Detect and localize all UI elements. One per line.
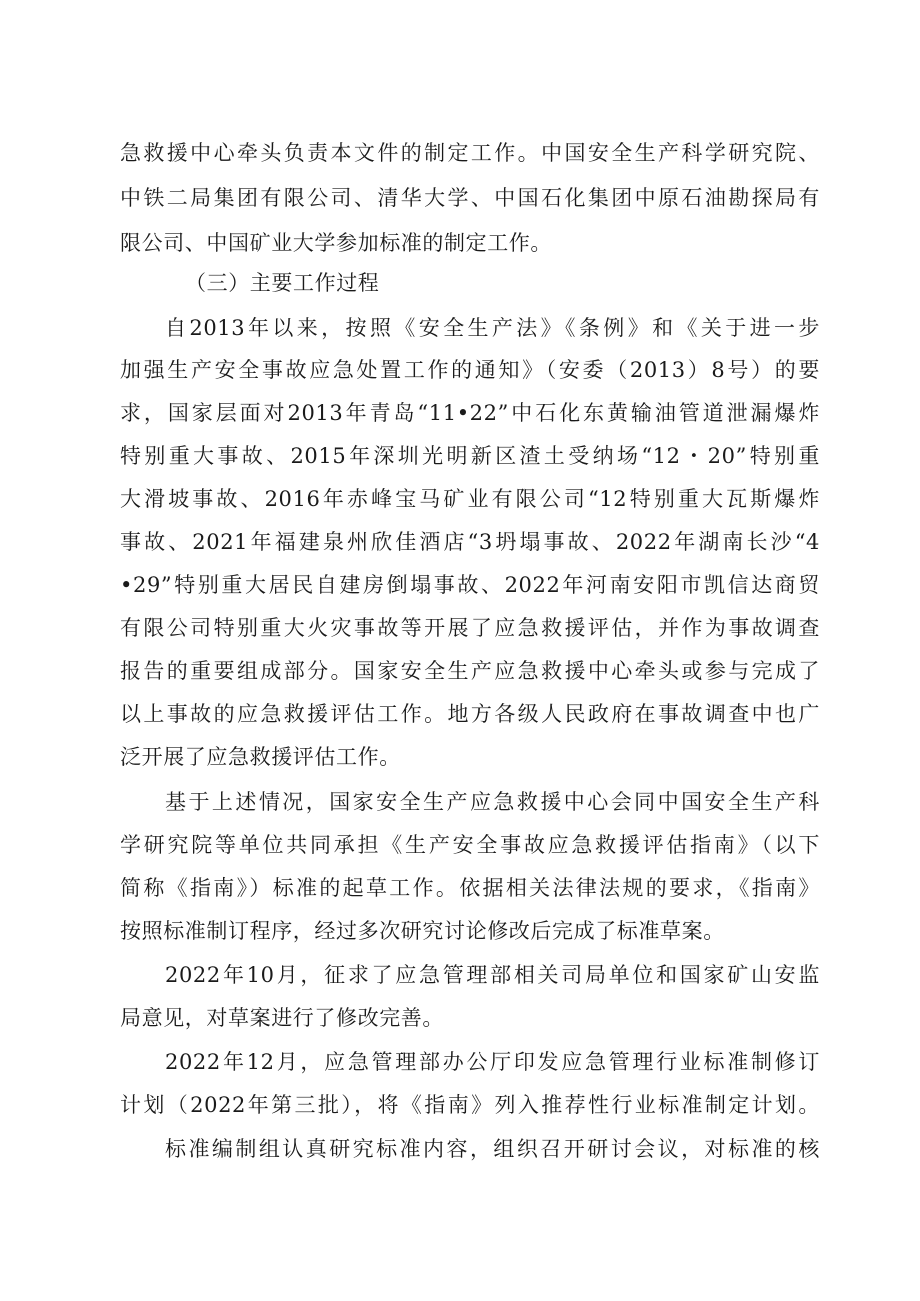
paragraph-line: 2022年10月，征求了应急管理部相关司局单位和国家矿山安监 (165, 963, 820, 987)
paragraph-line: 自2013年以来，按照《安全生产法》《条例》和《关于进一步 (165, 316, 820, 340)
paragraph-line: 泛开展了应急救援评估工作。 (120, 745, 401, 769)
paragraph-line: 局意见，对草案进行了修改完善。 (120, 1006, 444, 1030)
paragraph-line: 基于上述情况，国家安全生产应急救援中心会同中国安全生产科 (165, 790, 820, 814)
paragraph-line: 有限公司特别重大火灾事故等开展了应急救援评估，并作为事故调查 (120, 616, 820, 640)
paragraph-line: 以上事故的应急救援评估工作。地方各级人民政府在事故调查中也广 (120, 702, 820, 726)
paragraph-line: 简称《指南》）标准的起草工作。依据相关法律法规的要求，《指南》 (120, 876, 820, 900)
paragraph-line: 大滑坡事故、2016年赤峰宝马矿业有限公司“12特别重大瓦斯爆炸 (120, 487, 820, 511)
paragraph-line: 限公司、中国矿业大学参加标准的制定工作。 (120, 231, 552, 255)
paragraph-line: 中铁二局集团有限公司、清华大学、中国石化集团中原石油勘探局有 (120, 186, 820, 210)
paragraph-line: 急救援中心牵头负责本文件的制定工作。中国安全生产科学研究院、 (120, 141, 820, 165)
paragraph-line: 报告的重要组成部分。国家安全生产应急救援中心牵头或参与完成了 (120, 659, 820, 683)
paragraph-line: 事故、2021年福建泉州欣佳酒店“3坍塌事故、2022年湖南长沙“4 (120, 530, 820, 554)
paragraph-line: 学研究院等单位共同承担《生产安全事故应急救援评估指南》（以下 (120, 833, 820, 857)
paragraph-line: 计划（2022年第三批），将《指南》列入推荐性行业标准制定计划。 (120, 1093, 820, 1117)
section-heading: （三）主要工作过程 (185, 271, 380, 295)
paragraph-line: 特别重大事故、2015年深圳光明新区渣土受纳场“12・20”特别重 (120, 444, 820, 468)
paragraph-line: 加强生产安全事故应急处置工作的通知》（安委（2013）8号）的要 (120, 358, 820, 382)
paragraph-line: 标准编制组认真研究标准内容，组织召开研讨会议，对标准的核 (165, 1137, 820, 1161)
paragraph-line: 求，国家层面对2013年青岛“11•22”中石化东黄输油管道泄漏爆炸 (120, 401, 820, 425)
paragraph-line: •29”特别重大居民自建房倒塌事故、2022年河南安阳市凯信达商贸 (120, 573, 820, 597)
paragraph-line: 按照标准制订程序，经过多次研究讨论修改后完成了标准草案。 (120, 919, 725, 943)
paragraph-line: 2022年12月，应急管理部办公厅印发应急管理行业标准制修订 (165, 1050, 820, 1074)
